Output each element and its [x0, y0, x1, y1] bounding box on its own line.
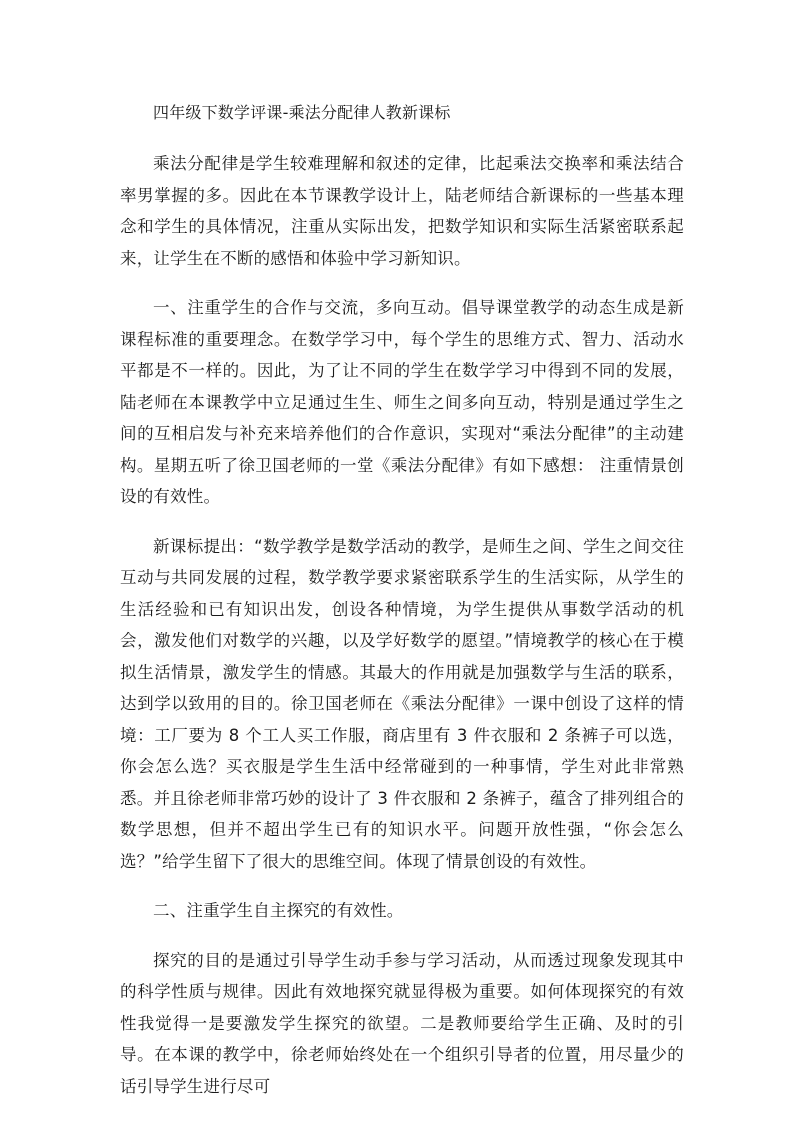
paragraph-section-two-heading: 二、注重学生自主探究的有效性。	[153, 901, 404, 920]
paragraph-intro: 乘法分配律是学生较难理解和叙述的定律，比起乘法交换率和乘法结合率男掌握的多。因此在本节课教学设计上，陆老师结合新课标的一些基本理念和学生的具体情况，注重从实际出发，把数学知识和实际生活紧密联系起来，让学生在不断的感悟和体验中学习新知识。	[120, 154, 684, 268]
paragraph-inquiry: 探究的目的是通过引导学生动手参与学习活动，从而透过现象发现其中的科学性质与规律。因此有效地探究就显得极为重要。如何体现探究的有效性我觉得一是要激发学生探究的欲望。二是教师要给学生正确、及时的引导。在本课的教学中，徐老师始终处在一个组织引导者的位置，用尽量少的话引导学生进行尽可	[120, 950, 684, 1096]
document-title: 四年级下数学评课-乘法分配律人教新课标	[153, 103, 451, 122]
document-body	[120, 97, 684, 1102]
paragraph-situation-design: 新课标提出：“数学教学是数学活动的教学，是师生之间、学生之间交往互动与共同发展的过程，数学教学要求紧密联系学生的生活实际，从学生的生活经验和已有知识出发，创设各种情境，为学生提供从事数学活动的机会，激发他们对数学的兴趣，以及学好数学的愿望。”情境教学的核心在于模拟生活情景，激发学生的情感。其最大的作用就是加强数学与生活的联系，达到学以致用的目的。徐卫国老师在《乘法分配律》一课中创设了这样的情境：工厂要为 8 个工人买工作服，商店里有 3 件衣服和 2 条裤子可以选，你会怎么选？买衣服是学生生活中经常碰到的一种事情，学生对此非常熟悉。并且徐老师非常巧妙的设计了 3 件衣服和 2 条裤子，蕴含了排列组合的数学思想，但并不超出学生已有的知识水平。问题开放性强，“你会怎么选？”给学生留下了很大的思维空间。体现了情景创设的有效性。	[120, 536, 684, 871]
paragraph-section-one: 一、注重学生的合作与交流，多向互动。倡导课堂教学的动态生成是新课程标准的重要理念。在数学学习中，每个学生的思维方式、智力、活动水平都是不一样的。因此，为了让不同的学生在数学学习中得到不同的发展，陆老师在本课教学中立足通过生生、师生之间多向互动，特别是通过学生之间的互相启发与补充来培养他们的合作意识，实现对“乘法分配律”的主动建构。星期五听了徐卫国老师的一堂《乘法分配律》有如下感想： 注重情景创设的有效性。	[120, 298, 684, 506]
